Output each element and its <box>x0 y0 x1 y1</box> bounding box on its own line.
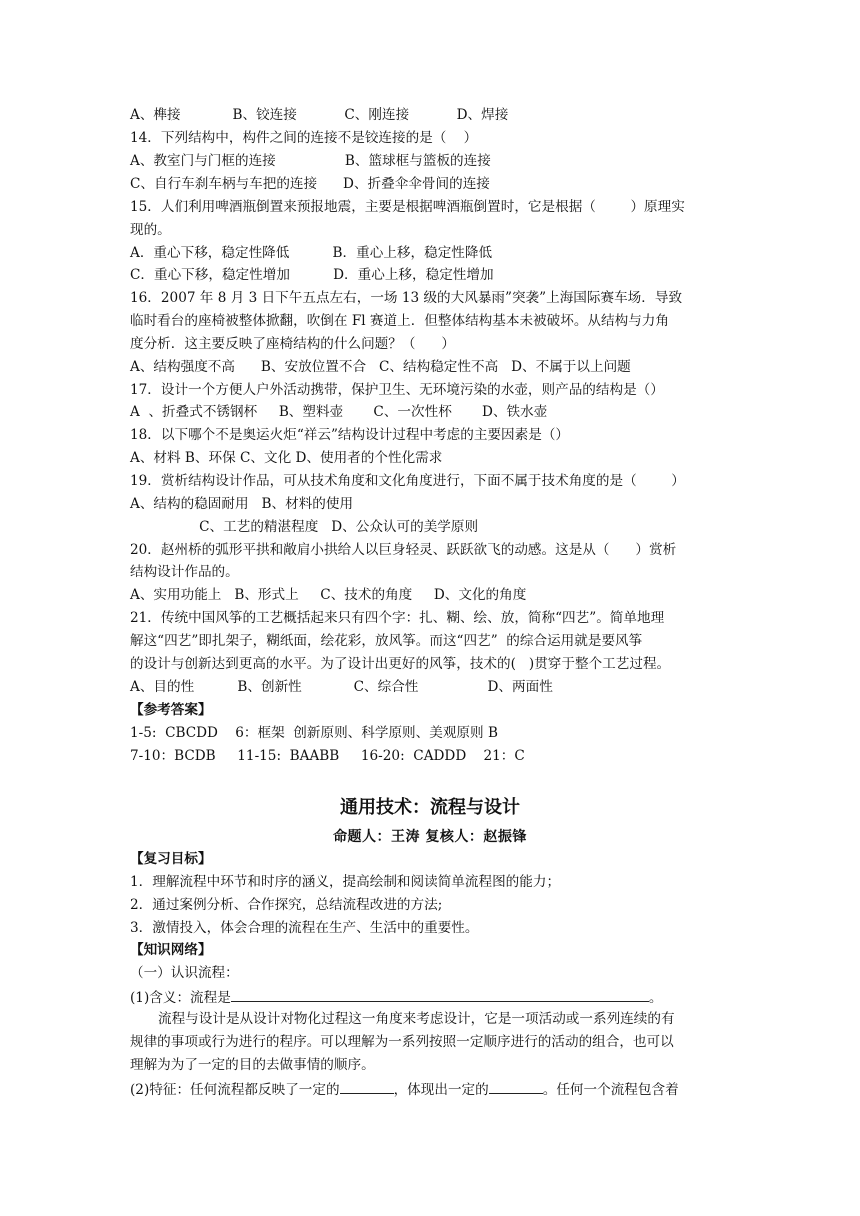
question-18: 18．以下哪个不是奥运火炬“祥云”结构设计过程中考虑的主要因素是（） <box>130 427 570 443</box>
subsection-recognize-flow: （一）认识流程： <box>130 965 239 981</box>
question-20: 20．赵州桥的弧形平拱和敞肩小拱给人以巨身轻灵、跃跃欲飞的动感。这是从（ ）赏析 <box>130 542 677 558</box>
question-19-options-cd: C、工艺的精湛程度 D、公众认可的美学原则 <box>130 519 479 535</box>
feature-line <box>130 1079 679 1100</box>
question-14-options-ab: A、教室门与门框的连接 B、篮球框与篮板的连接 <box>130 153 491 169</box>
question-16-cont-2: 度分析．这主要反映了座椅结构的什么问题？（ ） <box>130 336 455 352</box>
question-15: 15．人们利用啤酒瓶倒置来预报地震，主要是根据啤酒瓶倒置时，它是根据（ ）原理实 <box>130 199 685 215</box>
answers-line-2: 7-10：BCDB 11-15: BAABB 16-20: CADDD 21：C <box>130 748 525 764</box>
question-21-options: A、目的性 B、创新性 C、综合性 D、两面性 <box>130 679 553 695</box>
definition-line <box>130 987 662 1008</box>
section-title: 通用技术：流程与设计 <box>340 797 520 818</box>
question-15-options-ab: A．重心下移，稳定性降低 B．重心上移，稳定性降低 <box>130 245 493 261</box>
paragraph-line-1: 流程与设计是从设计对物化过程这一角度来考虑设计，它是一项活动或一系列连续的有 <box>158 1011 675 1027</box>
definition-end: 。 <box>648 990 663 1006</box>
goal-1: 1．理解流程中环节和时序的涵义，提高绘制和阅读简单流程图的能力； <box>130 874 561 890</box>
answers-line-1: 1-5: CBCDD 6：框架 创新原则、科学原则、美观原则 B <box>130 725 498 741</box>
knowledge-network-heading: 【知识网络】 <box>130 942 212 958</box>
question-16-cont-1: 临时看台的座椅被整体掀翻，吹倒在 Fl 赛道上．但整体结构基本未被破坏。从结构与力角 <box>130 313 669 329</box>
feature-text-c: 。任何一个流程包含着 <box>542 1082 679 1098</box>
question-16-options: A、结构强度不高 B、安放位置不合 C、结构稳定性不高 D、不属于以上问题 <box>130 359 631 375</box>
question-13-options: A、榫接 B、铰连接 C、刚连接 D、焊接 <box>130 107 509 123</box>
goal-3: 3．激情投入，体会合理的流程在生产、生活中的重要性。 <box>130 920 479 936</box>
question-17: 17．设计一个方便人户外活动携带，保护卫生、无环境污染的水壶，则产品的结构是（） <box>130 382 664 398</box>
answers-heading: 【参考答案】 <box>130 702 212 718</box>
question-16: 16．2007 年 8 月 3 日下午五点左右，一场 13 级的大风暴雨”突袭”上海国际赛车场．导致 <box>130 290 683 306</box>
question-17-options: A 、折叠式不锈钢杯 B、塑料壶 C、一次性杯 D、铁水壶 <box>130 404 548 420</box>
question-18-options: A、材料 B、环保 C、文化 D、使用者的个性化需求 <box>130 450 443 466</box>
question-19-options-ab: A、结构的稳固耐用 B、材料的使用 <box>130 496 354 512</box>
feature-blank-1 <box>340 1079 394 1094</box>
review-goals-heading: 【复习目标】 <box>130 851 212 867</box>
feature-text-b: ，体现出一定的 <box>393 1082 489 1098</box>
feature-blank-2 <box>489 1079 543 1094</box>
question-21: 21．传统中国风筝的工艺概括起来只有四个字：扎、糊、绘、放，简称“四艺”。简单地理 <box>130 610 665 626</box>
goal-2: 2．通过案例分析、合作探究，总结流程改进的方法; <box>130 897 443 913</box>
question-15-options-cd: C．重心下移，稳定性增加 D．重心上移，稳定性增加 <box>130 267 494 283</box>
feature-text-a: (2)特征：任何流程都反映了一定的 <box>130 1082 340 1098</box>
question-19: 19．赏析结构设计作品，可从技术角度和文化角度进行，下面不属于技术角度的是（ ） <box>130 473 685 489</box>
definition-blank <box>231 987 649 1002</box>
paragraph-line-3: 理解为为了一定的目的去做事情的顺序。 <box>130 1057 375 1073</box>
question-14: 14．下列结构中，构件之间的连接不是铰连接的是（ ） <box>130 130 478 146</box>
definition-label: (1)含义：流程是 <box>130 990 231 1006</box>
question-15-cont: 现的。 <box>130 222 171 238</box>
question-20-cont: 结构设计作品的。 <box>130 564 239 580</box>
section-authors: 命题人：王涛 复核人：赵振锋 <box>333 829 527 845</box>
question-20-options: A、实用功能上 B、形式上 C、技术的角度 D、文化的角度 <box>130 587 527 603</box>
paragraph-line-2: 规律的事项或行为进行的程序。可以理解为一系列按照一定顺序进行的活动的组合，也可以 <box>130 1034 674 1050</box>
question-21-cont-2: 的设计与创新达到更高的水平。为了设计出更好的风筝，技术的( )贯穿于整个工艺过程。 <box>130 656 671 672</box>
question-14-options-cd: C、自行车刹车柄与车把的连接 D、折叠伞伞骨间的连接 <box>130 176 490 192</box>
question-21-cont-1: 解这“四艺”即扎架子，糊纸面，绘花彩，放风筝。而这“四艺” 的综合运用就是要风筝 <box>130 633 643 649</box>
